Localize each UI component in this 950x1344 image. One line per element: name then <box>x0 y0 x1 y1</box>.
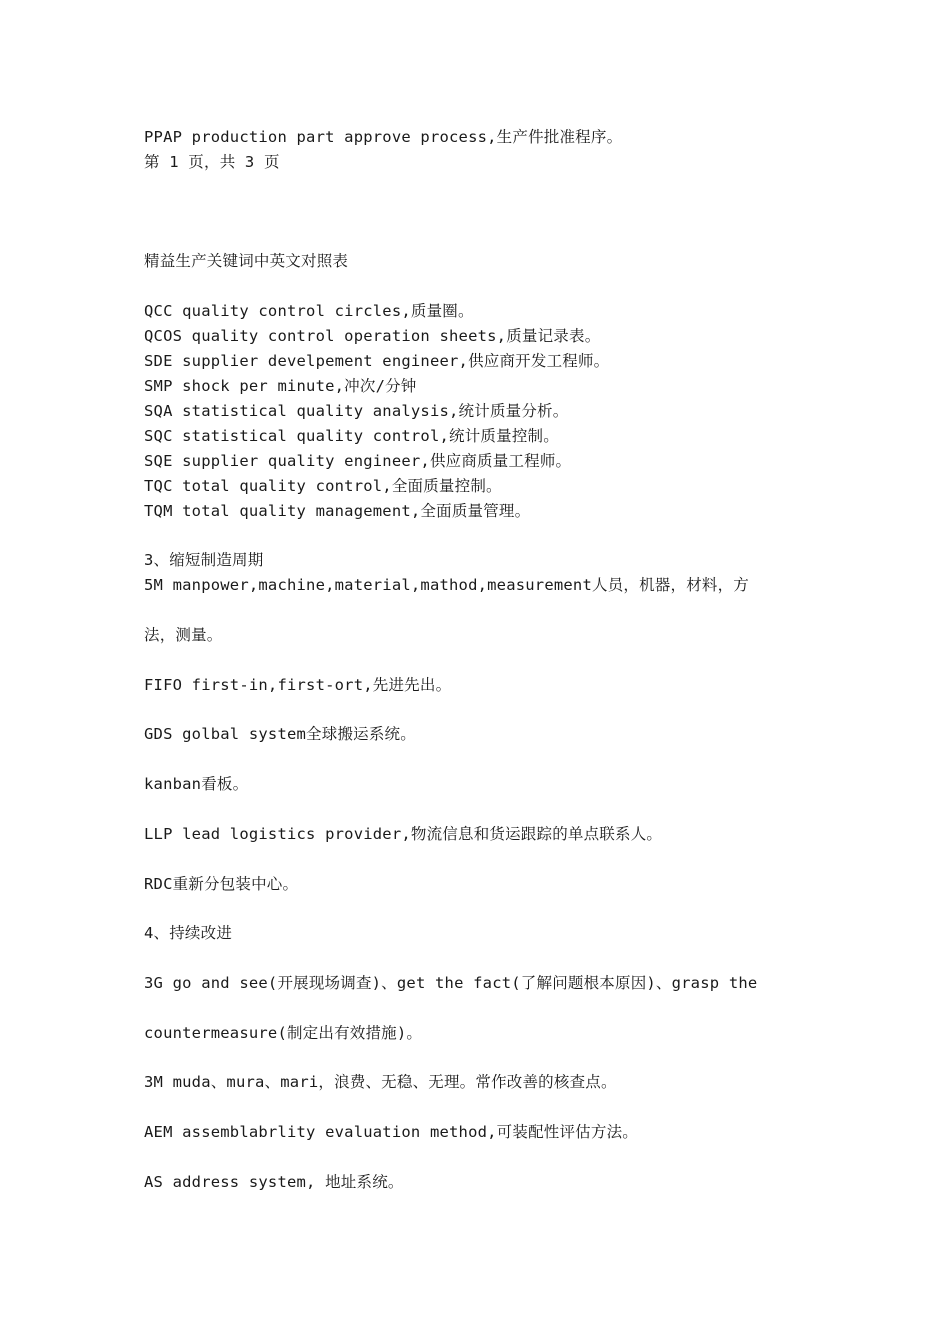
section-3-heading: 3、缩短制造周期 <box>144 551 264 569</box>
term-qcc: QCC quality control circles,质量圈。 <box>144 302 474 320</box>
term-tqc: TQC total quality control,全面质量控制。 <box>144 477 502 495</box>
term-rdc: RDC重新分包装中心。 <box>144 875 299 893</box>
term-llp: LLP lead logistics provider,物流信息和货运跟踪的单点联系人。 <box>144 825 663 843</box>
term-3g: 3G go and see(开展现场调查)、get the fact(了解问题根本原因)、grasp the <box>144 974 758 992</box>
term-fifo: FIFO first-in,first-ort,先进先出。 <box>144 676 452 694</box>
term-qcos: QCOS quality control operation sheets,质量记录表。 <box>144 327 601 345</box>
section-4-heading: 4、持续改进 <box>144 924 233 942</box>
ppap-definition: PPAP production part approve process,生产件批准程序。 <box>144 128 623 146</box>
term-tqm: TQM total quality management,全面质量管理。 <box>144 502 531 520</box>
page-indicator: 第 1 页，共 3 页 <box>144 153 280 171</box>
term-aem: AEM assemblabrlity evaluation method,可装配性评估方法。 <box>144 1123 638 1141</box>
term-sqe: SQE supplier quality engineer,供应商质量工程师。 <box>144 452 572 470</box>
term-3g-continued: countermeasure(制定出有效措施)。 <box>144 1024 423 1042</box>
term-sde: SDE supplier develpement engineer,供应商开发工程师。 <box>144 352 610 370</box>
term-gds: GDS golbal system全球搬运系统。 <box>144 725 416 743</box>
term-sqa: SQA statistical quality analysis,统计质量分析。 <box>144 402 569 420</box>
term-as: AS address system, 地址系统。 <box>144 1173 404 1191</box>
term-smp: SMP shock per minute,冲次/分钟 <box>144 377 417 395</box>
term-5m: 5M manpower,machine,material,mathod,measurement人员，机器，材料，方 <box>144 576 749 594</box>
term-sqc: SQC statistical quality control,统计质量控制。 <box>144 427 559 445</box>
document-title: 精益生产关键词中英文对照表 <box>144 252 349 270</box>
term-5m-continued: 法，测量。 <box>144 626 223 644</box>
term-kanban: kanban看板。 <box>144 775 249 793</box>
term-3m: 3M muda、mura、mari，浪费、无稳、无理。常作改善的核查点。 <box>144 1073 617 1091</box>
